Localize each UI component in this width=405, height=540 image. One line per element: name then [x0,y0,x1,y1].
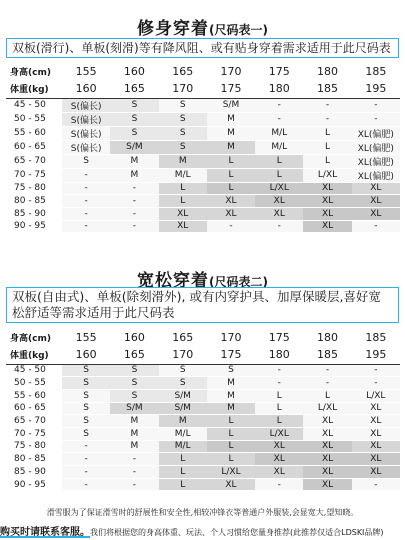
height-range-col-5: 185 [317,82,339,96]
size-cell: L/XL [352,389,400,402]
size-cell: S [159,140,207,154]
size-cell: M [110,415,158,428]
size-cell: XL [255,207,303,220]
height-col-3: 170 [220,64,242,78]
size-cell: L [159,195,207,208]
size-cell: - [62,478,110,491]
size-cell: - [255,377,303,390]
weight-range-cell: 70 - 75 [6,427,62,440]
size-cell: - [110,453,158,466]
size-cell: - [110,466,158,479]
size-cell: - [352,220,400,233]
size-cell: XL [303,478,351,491]
size-cell: XL [303,195,351,208]
height-range-col-4: 180 [268,348,290,362]
size-cell: M/L [255,140,303,154]
height-range-col-1: 165 [123,348,145,362]
size-cell: XL [303,453,351,466]
size-cell: XL [303,182,351,195]
height-col-4: 175 [268,330,290,344]
table-row [6,112,400,126]
size-cell: S/M [110,140,158,154]
weight-range-cell: 65 - 70 [6,154,62,168]
height-label: 身高(cm) [10,67,51,78]
weight-range-cell: 45 - 50 [6,98,62,112]
height-range-col-6: 195 [365,348,387,362]
table2-title-sub: (尺码表二) [209,275,268,289]
weight-range-cell: 50 - 55 [6,377,62,390]
size-cell: XL [255,195,303,208]
size-cell: S [110,389,158,402]
size-cell: S(偏长) [62,140,110,154]
weight-range-cell: 70 - 75 [6,168,62,182]
size-cell: S [159,126,207,140]
height-range-col-6: 195 [365,82,387,96]
size-cell: - [62,207,110,220]
size-cell: XL [159,207,207,220]
size-cell: M/L [255,126,303,140]
size-cell: S(偏长) [62,98,110,112]
weight-range-cell: 55 - 60 [6,126,62,140]
size-cell: M [207,377,255,390]
table-row [6,182,400,195]
table-row [6,154,400,168]
footer-contact-line [0,523,405,540]
size-cell: L [303,154,351,168]
height-range-col-2: 170 [172,348,194,362]
height-range-col-0: 160 [75,348,97,362]
size-cell: XL [352,207,400,220]
size-cell: S/M [110,402,158,415]
table-row [6,389,400,402]
size-cell: - [110,220,158,233]
size-cell: L [255,154,303,168]
size-cell: L [207,440,255,453]
size-cell: - [207,220,255,233]
size-cell: S [159,364,207,377]
weight-range-cell: 75 - 80 [6,440,62,453]
size-cell: - [62,220,110,233]
size-cell: XL [303,415,351,428]
height-col-0: 155 [75,64,97,78]
size-cell: S/M [207,98,255,112]
size-cell: XL [255,453,303,466]
size-cell: - [62,182,110,195]
size-cell: - [110,478,158,491]
size-cell: L [159,466,207,479]
size-cell: L/XL [255,182,303,195]
weight-range-cell: 45 - 50 [6,364,62,377]
size-cell: XL [303,207,351,220]
size-cell: - [352,98,400,112]
height-col-1: 160 [123,330,145,344]
size-cell: S(偏长) [62,112,110,126]
size-cell: - [303,377,351,390]
size-cell: - [255,364,303,377]
size-cell: L [255,415,303,428]
size-cell: S [159,377,207,390]
table-row [6,195,400,208]
table2-note [6,287,399,323]
table1-title-sub: (尺码表一) [209,23,268,37]
size-cell: L [303,140,351,154]
size-cell: L/XL [303,402,351,415]
size-cell: M [110,168,158,182]
size-cell: XL(偏肥) [352,168,400,182]
table-row [6,440,400,453]
size-cell: M [207,112,255,126]
size-cell: XL [207,207,255,220]
height-col-1: 160 [123,64,145,78]
size-cell: L [207,427,255,440]
table-row [6,466,400,479]
size-cell: XL [207,478,255,491]
height-col-2: 165 [172,330,194,344]
size-cell: L [207,168,255,182]
size-cell: L [207,453,255,466]
height-range-col-4: 180 [268,82,290,96]
size-cell: - [255,112,303,126]
table-row [6,126,400,140]
size-cell: - [255,220,303,233]
footer-line2: 我们将根据您的身高体重、玩法、个人习惯给您量身推荐(此推荐仅适合LDSKI品牌) [90,528,384,537]
size-cell: - [62,168,110,182]
size-cell: XL [303,466,351,479]
footer-line1: 滑雪服为了保证滑雪时的舒展性和安全性,相较冲锋衣等普通户外服装,会显宽大,望知晓。 [46,508,359,517]
table-row [6,453,400,466]
size-cell: S(偏长) [62,126,110,140]
size-cell: XL [352,453,400,466]
table2-note-text: 双板(自由式)、单板(除刻滑外), 或有内穿护具、加厚保暖层,喜好宽松舒适等需求适用于此尺码表 [12,289,381,320]
size-cell: - [110,182,158,195]
size-cell: XL [207,195,255,208]
table-row [6,377,400,390]
size-cell: L/XL [255,427,303,440]
size-cell: L [207,415,255,428]
size-cell: M [159,415,207,428]
height-range-col-1: 165 [123,82,145,96]
size-cell: S [62,389,110,402]
contact-service-link[interactable]: 购买时请联系客服。 [0,527,90,538]
size-cell: L/XL [303,168,351,182]
table2-title-main: 宽松穿着 [137,271,209,291]
table-row [6,168,400,182]
size-cell: L [255,402,303,415]
size-cell: XL [352,427,400,440]
weight-range-cell: 80 - 85 [6,195,62,208]
size-cell: - [303,112,351,126]
size-cell: L [255,168,303,182]
size-cell: - [255,478,303,491]
size-cell: M [207,126,255,140]
size-cell: - [303,364,351,377]
size-cell: M [110,427,158,440]
size-cell: M/L [159,168,207,182]
size-cell: M [207,402,255,415]
size-cell: L/XL [207,466,255,479]
height-col-5: 180 [317,330,339,344]
size-cell: L [303,126,351,140]
weight-label: 体重(kg) [10,351,49,362]
height-range-col-3: 175 [220,348,242,362]
weight-range-cell: 60 - 65 [6,402,62,415]
height-range-col-2: 170 [172,82,194,96]
weight-range-cell: 65 - 70 [6,415,62,428]
size-cell: M [159,154,207,168]
height-col-2: 165 [172,64,194,78]
size-cell: S [207,364,255,377]
size-cell: XL(偏肥) [352,140,400,154]
size-cell: L [207,182,255,195]
size-cell: M/L [159,440,207,453]
size-cell: S [62,427,110,440]
size-cell: XL(偏肥) [352,126,400,140]
table-row [6,427,400,440]
size-cell: L [303,389,351,402]
table1-note-text: 双板(滑行)、单板(刻滑)等有降风阻、或有贴身穿着需求适用于此尺码表 [12,41,391,55]
size-cell: L [255,389,303,402]
size-cell: M [110,154,158,168]
weight-range-cell: 50 - 55 [6,112,62,126]
size-cell: XL [255,440,303,453]
height-col-5: 180 [317,64,339,78]
size-cell: S [62,364,110,377]
size-cell: XL(偏肥) [352,154,400,168]
size-cell: XL [352,466,400,479]
size-cell: - [62,195,110,208]
size-cell: S [110,112,158,126]
size-cell: XL [303,440,351,453]
size-cell: XL [303,427,351,440]
height-col-6: 185 [365,64,387,78]
size-cell: XL [352,440,400,453]
size-cell: - [352,377,400,390]
height-range-col-5: 185 [317,348,339,362]
weight-range-cell: 85 - 90 [6,466,62,479]
table-row [6,415,400,428]
table-row [6,478,400,491]
height-col-6: 185 [365,330,387,344]
weight-range-cell: 90 - 95 [6,220,62,233]
size-cell: XL [352,195,400,208]
size-cell: M [207,140,255,154]
size-cell: - [255,98,303,112]
height-range-col-0: 160 [75,82,97,96]
weight-range-cell: 75 - 80 [6,182,62,195]
weight-range-cell: 90 - 95 [6,478,62,491]
size-cell: S [159,112,207,126]
size-cell: XL [352,415,400,428]
size-cell: XL [159,220,207,233]
height-label: 身高(cm) [10,333,51,344]
table1-note [6,38,399,58]
weight-range-cell: 55 - 60 [6,389,62,402]
size-cell: - [110,207,158,220]
size-cell: S/M [159,389,207,402]
size-cell: - [352,112,400,126]
weight-range-cell: 85 - 90 [6,207,62,220]
table-row [6,220,400,233]
size-cell: L [159,182,207,195]
size-cell: L [159,478,207,491]
weight-range-cell: 80 - 85 [6,453,62,466]
size-cell: S [159,98,207,112]
height-col-4: 175 [268,64,290,78]
size-cell: L [207,154,255,168]
size-table-1 [6,62,400,233]
size-cell: S [110,377,158,390]
size-cell: S [110,98,158,112]
size-cell: - [110,195,158,208]
size-cell: S [62,402,110,415]
table-row [6,98,400,112]
size-cell: XL [303,220,351,233]
size-cell: - [62,466,110,479]
size-cell: M/L [159,427,207,440]
size-cell: XL [352,402,400,415]
size-cell: S [110,364,158,377]
height-col-0: 155 [75,330,97,344]
size-cell: S/M [159,402,207,415]
size-cell: S [62,377,110,390]
height-col-3: 170 [220,330,242,344]
size-cell: XL [255,466,303,479]
table-row [6,207,400,220]
size-cell: L [159,453,207,466]
table-row [6,140,400,154]
weight-label: 体重(kg) [10,85,49,96]
size-cell: - [352,364,400,377]
table1-title-main: 修身穿着 [137,19,209,39]
table-row [6,402,400,415]
size-cell: - [62,453,110,466]
footer-note [0,507,405,518]
height-range-col-3: 175 [220,82,242,96]
size-cell: XL [352,182,400,195]
size-cell: - [62,440,110,453]
size-cell: S [62,415,110,428]
size-table-2 [6,328,400,491]
size-cell: M [207,389,255,402]
size-cell: - [352,478,400,491]
table1-title [0,14,405,39]
table-row [6,364,400,377]
weight-range-cell: 60 - 65 [6,140,62,154]
size-cell: - [303,98,351,112]
size-cell: S [110,126,158,140]
size-cell: M [110,440,158,453]
size-cell: S [62,154,110,168]
